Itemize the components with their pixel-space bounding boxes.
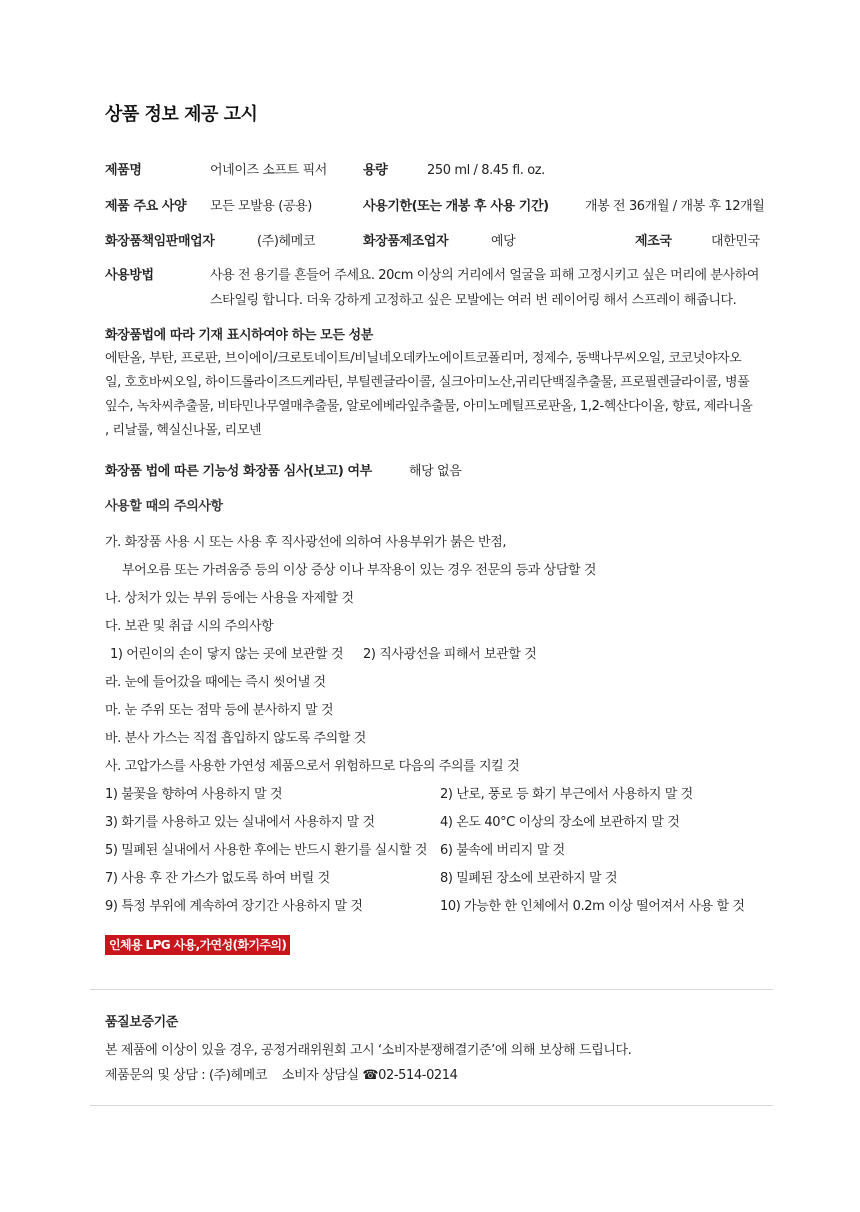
ingredients-line: 일, 호호바씨오일, 하이드롤라이즈드케라틴, 부틸렌글라이콜, 실크아미노산,귀리단백질추출물, 프로필렌글라이콜, 병풀 <box>105 375 750 390</box>
divider <box>90 1105 773 1106</box>
seller-value: (주)헤메코 <box>257 234 315 249</box>
caution-item: 10) 가능한 한 인체에서 0.2m 이상 떨어져서 사용 할 것 <box>440 899 745 914</box>
caution-item: 5) 밀폐된 실내에서 사용한 후에는 반드시 환기를 실시할 것 <box>105 843 428 858</box>
caution-item: 2) 난로, 풍로 등 화기 부근에서 사용하지 말 것 <box>440 787 693 802</box>
functional-label: 화장품 법에 따른 기능성 화장품 심사(보고) 여부 <box>105 464 372 479</box>
spec-label: 제품 주요 사양 <box>105 199 187 214</box>
caution-line: 나. 상처가 있는 부위 등에는 사용을 자제할 것 <box>105 591 354 606</box>
functional-value: 해당 없음 <box>409 464 462 479</box>
ingredients-line: , 리날룰, 헥실신나몰, 리모넨 <box>105 423 262 438</box>
capacity-label: 용량 <box>363 163 388 178</box>
contact-line: 제품문의 및 상담 : (주)헤메코 소비자 상담실 ☎02-514-0214 <box>105 1068 458 1083</box>
caution-line: 2) 직사광선을 피해서 보관할 것 <box>363 647 537 662</box>
usage-line: 스타일링 합니다. 더욱 강하게 고정하고 싶은 모발에는 여러 번 레이어링 해서 스프레이 해줍니다. <box>210 293 737 308</box>
caution-item: 7) 사용 후 잔 가스가 없도록 하여 버릴 것 <box>105 871 330 886</box>
caution-line: 마. 눈 주위 또는 점막 등에 분사하지 말 것 <box>105 703 334 718</box>
cautions-label: 사용할 때의 주의사항 <box>105 499 223 514</box>
seller-label: 화장품책임판매업자 <box>105 234 215 249</box>
ingredients-list <box>105 347 765 443</box>
caution-item: 1) 불꽃을 향하여 사용하지 말 것 <box>105 787 283 802</box>
maker-value: 예당 <box>491 234 516 249</box>
caution-line: 바. 분사 가스는 직접 흡입하지 않도록 주의할 것 <box>105 731 366 746</box>
maker-label: 화장품제조업자 <box>363 234 449 249</box>
usage-line: 사용 전 용기를 흔들어 주세요. 20cm 이상의 거리에서 얼굴을 피해 고정시키고 싶은 머리에 분사하여 <box>210 268 760 283</box>
caution-item: 6) 불속에 버리지 말 것 <box>440 843 565 858</box>
ingredients-line: 잎수, 녹차씨추출물, 비타민나무열매추출물, 알로에베라잎추출물, 아미노메틸프로판올, 1,2-헥산다이올, 향료, 제라니올 <box>105 399 753 414</box>
origin-value: 대한민국 <box>711 234 760 249</box>
expiry-label: 사용기한(또는 개봉 후 사용 기간) <box>363 199 549 214</box>
page-title: 상품 정보 제공 고시 <box>105 104 258 125</box>
caution-line: 가. 화장품 사용 시 또는 사용 후 직사광선에 의하여 사용부위가 붉은 반점, <box>105 535 507 550</box>
spec-value: 모든 모발용 (공용) <box>210 199 312 214</box>
caution-line: 부어오름 또는 가려움증 등의 이상 증상 이나 부작용이 있는 경우 전문의 등과 상담할 것 <box>122 563 597 578</box>
product-name-label: 제품명 <box>105 163 142 178</box>
lpg-warning-badge: 인체용 LPG 사용,가연성(화기주의) <box>105 935 290 955</box>
caution-line: 라. 눈에 들어갔을 때에는 즉시 씻어낼 것 <box>105 675 326 690</box>
caution-line: 1) 어린이의 손이 닿지 않는 곳에 보관할 것 <box>110 647 344 662</box>
capacity-value: 250 ml / 8.45 fl. oz. <box>427 163 545 178</box>
product-name-value: 어네이즈 소프트 픽서 <box>210 163 327 178</box>
caution-line: 다. 보관 및 취급 시의 주의사항 <box>105 619 274 634</box>
caution-item: 3) 화기를 사용하고 있는 실내에서 사용하지 말 것 <box>105 815 375 830</box>
divider <box>90 989 773 990</box>
expiry-value: 개봉 전 36개월 / 개봉 후 12개월 <box>585 199 765 214</box>
quality-line: 본 제품에 이상이 있을 경우, 공정거래위원회 고시 ‘소비자분쟁해결기준’에 의해 보상해 드립니다. <box>105 1043 632 1058</box>
caution-line: 사. 고압가스를 사용한 가연성 제품으로서 위험하므로 다음의 주의를 지킬 것 <box>105 759 520 774</box>
caution-item: 9) 특정 부위에 계속하여 장기간 사용하지 말 것 <box>105 899 363 914</box>
ingredients-line: 에탄올, 부탄, 프로판, 브이에이/크로토네이트/비닐네오데카노에이트코폴리머, 정제수, 동백나무씨오일, 코코넛야자오 <box>105 351 742 366</box>
caution-item: 8) 밀폐된 장소에 보관하지 말 것 <box>440 871 618 886</box>
origin-label: 제조국 <box>635 234 672 249</box>
caution-item: 4) 온도 40°C 이상의 장소에 보관하지 말 것 <box>440 815 680 830</box>
usage-label: 사용방법 <box>105 268 154 283</box>
ingredients-label: 화장품법에 따라 기재 표시하여야 하는 모든 성분 <box>105 328 373 343</box>
quality-title: 품질보증기준 <box>105 1015 178 1030</box>
